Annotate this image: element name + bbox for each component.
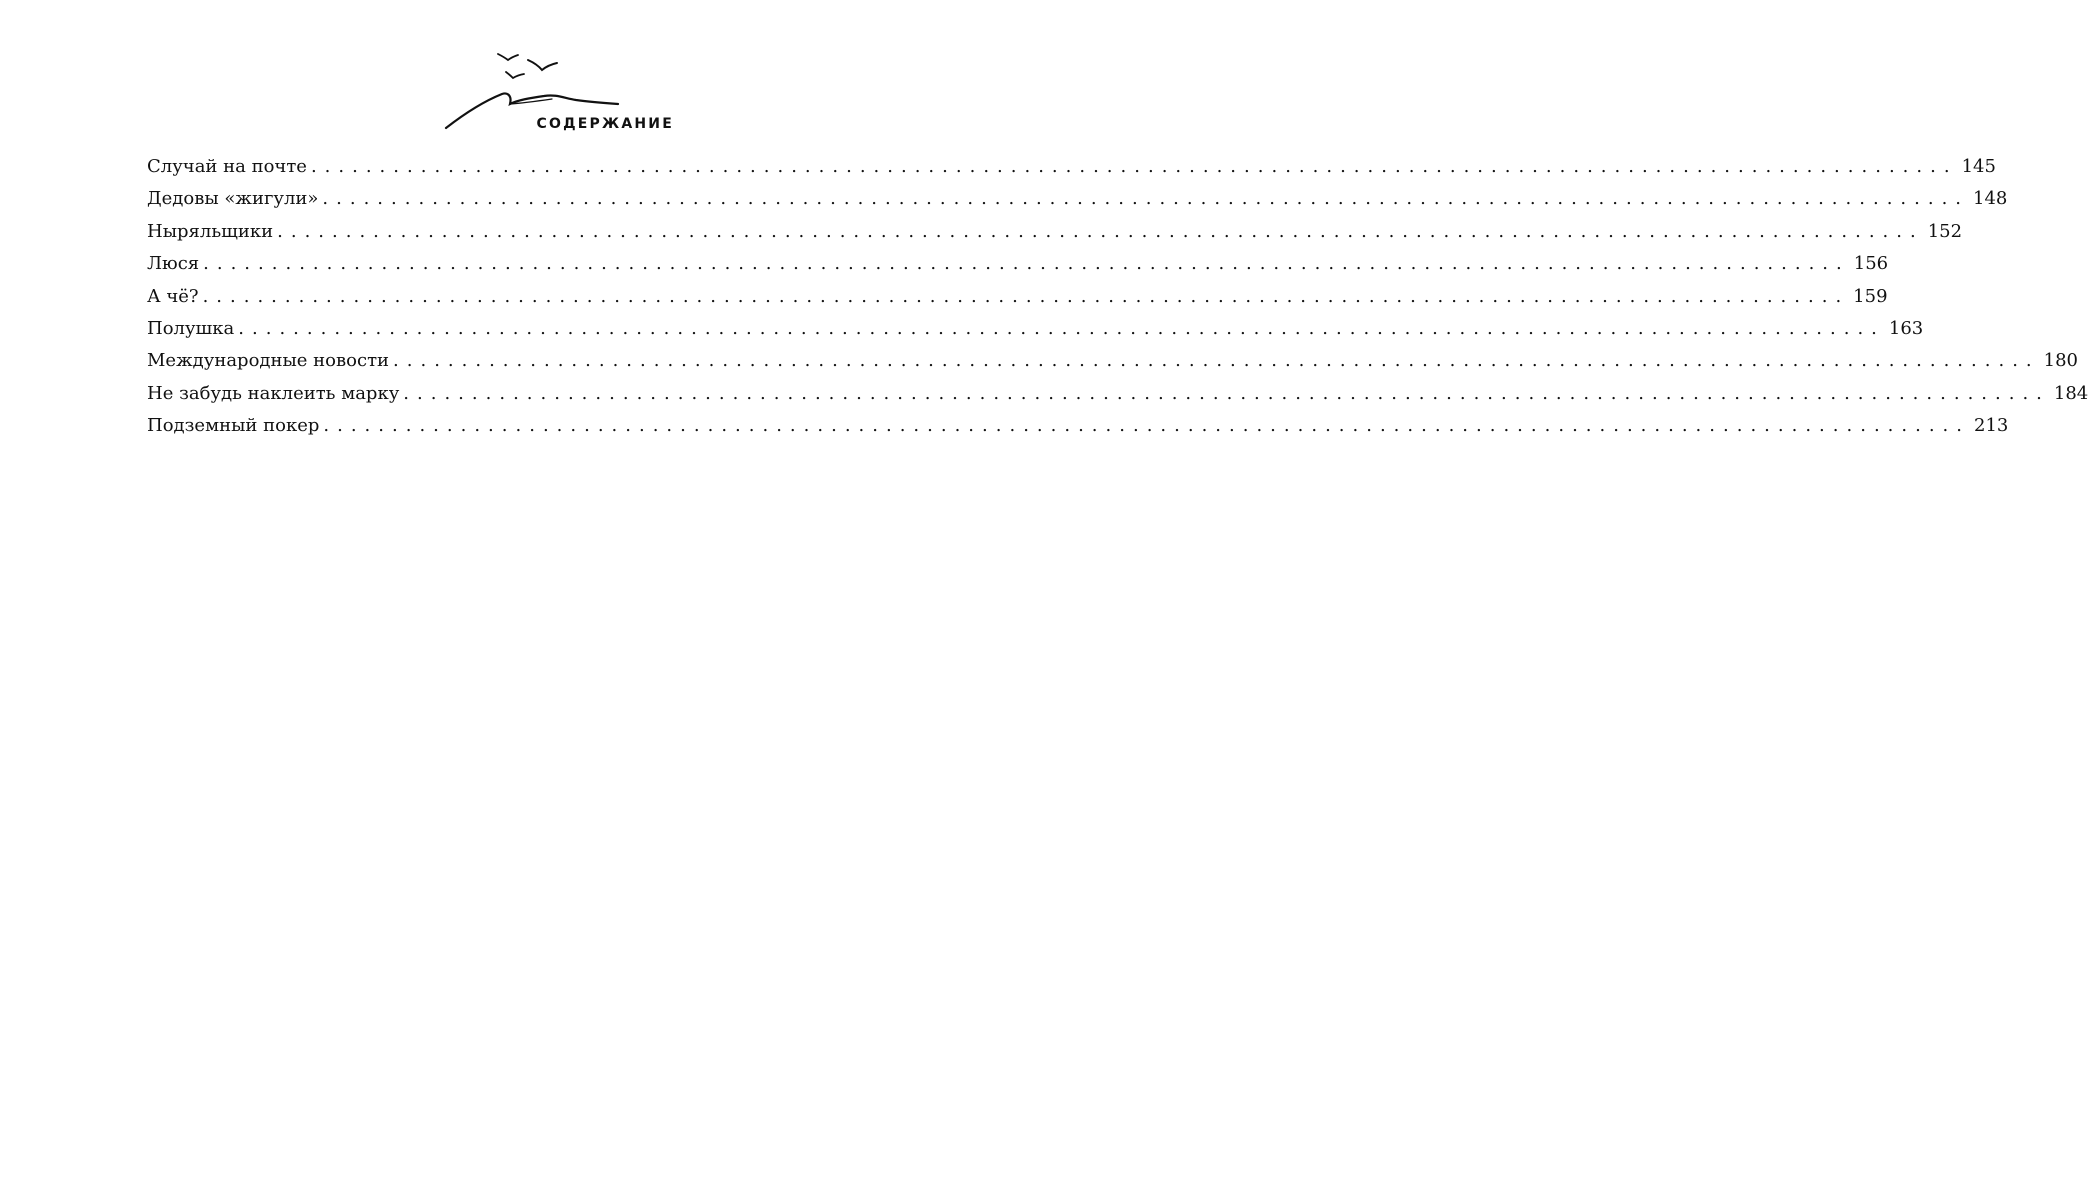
toc-dot-leader: ........................................................................................................................	[323, 415, 1970, 437]
toc-entry[interactable]	[147, 155, 1996, 187]
toc-dot-leader: ........................................................................................................................	[403, 382, 2050, 404]
toc-dot-leader: ........................................................................................................................	[322, 188, 1970, 210]
seagull-icon	[498, 54, 518, 60]
toc-dot-leader: ........................................................................................................................	[277, 220, 1924, 242]
toc-entry-title: Полушка	[147, 317, 235, 339]
toc-entry-title: Международные новости	[147, 350, 390, 372]
toc-entry-page-number: 156	[1853, 253, 1889, 275]
toc-entry-title: Ныряльщики	[147, 220, 274, 242]
toc-dot-leader: ........................................................................................................................	[393, 350, 2040, 372]
toc-entry-title: Случай на почте	[147, 156, 307, 177]
toc-entry-title: Люся	[147, 253, 200, 275]
toc-entry-page-number: 148	[1973, 188, 2008, 210]
toc-entry-page-number: 163	[1888, 317, 1924, 339]
toc-entry-page-number: 145	[1961, 156, 1996, 177]
toc-entry[interactable]	[147, 414, 2009, 446]
toc-dot-leader: ........................................................................................................................	[203, 253, 1850, 275]
toc-entry-page-number: 213	[1974, 415, 2009, 437]
toc-entry[interactable]	[147, 285, 1888, 317]
toc-entry-title: А чё?	[147, 285, 199, 307]
table-of-contents	[147, 155, 2088, 447]
toc-entry-title: Не забудь наклеить марку	[147, 382, 400, 404]
toc-dot-leader: ........................................................................................................................	[310, 156, 1958, 177]
toc-entry[interactable]	[147, 187, 2008, 219]
toc-entry[interactable]	[147, 220, 1963, 252]
toc-entry-page-number: 159	[1853, 285, 1888, 307]
toc-entry[interactable]	[147, 317, 1924, 349]
toc-entry-title: Дедовы «жигули»	[147, 188, 319, 210]
toc-entry[interactable]	[147, 349, 2078, 381]
toc-entry[interactable]	[147, 382, 2088, 414]
toc-entry[interactable]	[147, 252, 1889, 284]
toc-entry-page-number: 152	[1927, 220, 1963, 242]
toc-entry-title: Подземный покер	[147, 415, 320, 437]
toc-dot-leader: ........................................................................................................................	[238, 317, 1885, 339]
toc-entry-page-number: 184	[2053, 382, 2088, 404]
seagull-icon	[506, 72, 524, 78]
toc-dot-leader: ........................................................................................................................	[202, 285, 1850, 307]
seagull-icon	[528, 60, 557, 70]
toc-entry-page-number: 180	[2043, 350, 2078, 372]
page-title: СОДЕРЖАНИЕ	[536, 116, 674, 132]
